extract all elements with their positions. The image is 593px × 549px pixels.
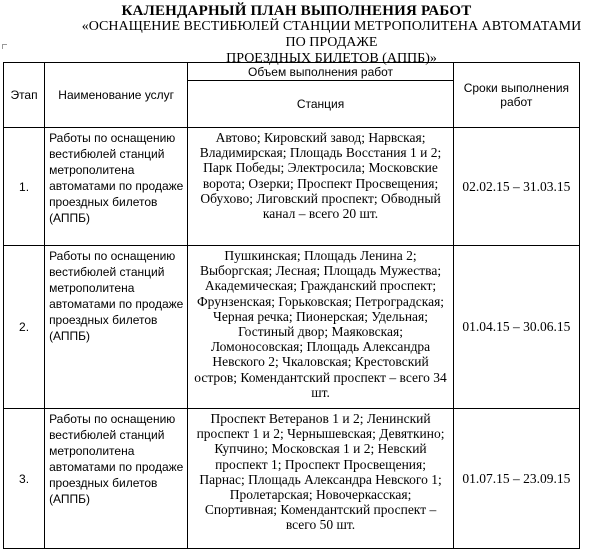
work-plan-table bbox=[3, 62, 580, 549]
stations-cell: Проспект Ветеранов 1 и 2; Ленинский проспект 1 и 2; Чернышевская; Девяткино; Купчино; Московская 1 и 2; Невский проспект 1; Проспект Просвещения; Парнас; Площадь Александра Невского 1; Пролетарская; Новочеркасская; Спортивная; Комендантский проспект – всего 50 шт. bbox=[188, 409, 453, 549]
dates-cell: 01.07.15 – 23.09.15 bbox=[453, 409, 579, 549]
header-station: Станция bbox=[188, 81, 453, 128]
subtitle-line-1: «ОСНАЩЕНИЕ ВЕСТИБЮЛЕЙ СТАНЦИИ МЕТРОПОЛИТЕНА АВТОМАТАМИ ПО ПРОДАЖЕ bbox=[81, 19, 582, 50]
table-move-handle-icon bbox=[2, 44, 7, 49]
table-row bbox=[4, 128, 580, 246]
table-row bbox=[4, 409, 580, 549]
header-volume: Объем выполнения работ bbox=[188, 63, 453, 81]
service-cell: Работы по оснащению вестибюлей станций метрополитена автоматами по продаже проездных билетов (АППБ) bbox=[45, 409, 188, 549]
table-row bbox=[4, 246, 580, 409]
stations-cell: Пушкинская; Площадь Ленина 2; Выборгская; Лесная; Площадь Мужества; Академическая; Гражданский проспект; Фрунзенская; Горьковская; Петроградская; Черная речка; Пионерская; Удельная; Гостиный двор; Маяковская; Ломоносовская; Площадь Александра Невского 2; Чкаловская; Крестовский остров; Комендантский проспект – всего 34 шт. bbox=[188, 246, 453, 409]
header-dates: Сроки выполнения работ bbox=[453, 63, 579, 128]
service-cell: Работы по оснащению вестибюлей станций метрополитена автоматами по продаже проездных билетов (АППБ) bbox=[45, 246, 188, 409]
service-cell: Работы по оснащению вестибюлей станций метрополитена автоматами по продаже проездных билетов (АППБ) bbox=[45, 128, 188, 246]
stations-cell: Автово; Кировский завод; Нарвская; Владимирская; Площадь Восстания 1 и 2; Парк Победы; Электросила; Московские ворота; Озерки; Проспект Просвещения; Обухово; Лиговский проспект; Обводный канал – всего 20 шт. bbox=[188, 128, 453, 246]
stage-cell: 3. bbox=[4, 409, 45, 549]
stage-cell: 1. bbox=[4, 128, 45, 246]
dates-cell: 01.04.15 – 30.06.15 bbox=[453, 246, 579, 409]
dates-cell: 02.02.15 – 31.03.15 bbox=[453, 128, 579, 246]
stage-cell: 2. bbox=[4, 246, 45, 409]
header-service: Наименование услуг bbox=[45, 63, 188, 128]
header-stage: Этап bbox=[4, 63, 45, 128]
subtitle-line-2: ПРОЕЗДНЫХ БИЛЕТОВ (АППБ)» bbox=[226, 51, 437, 66]
document-subtitle bbox=[70, 19, 593, 67]
document-title: КАЛЕНДАРНЫЙ ПЛАН ВЫПОЛНЕНИЯ РАБОТ bbox=[121, 3, 472, 19]
